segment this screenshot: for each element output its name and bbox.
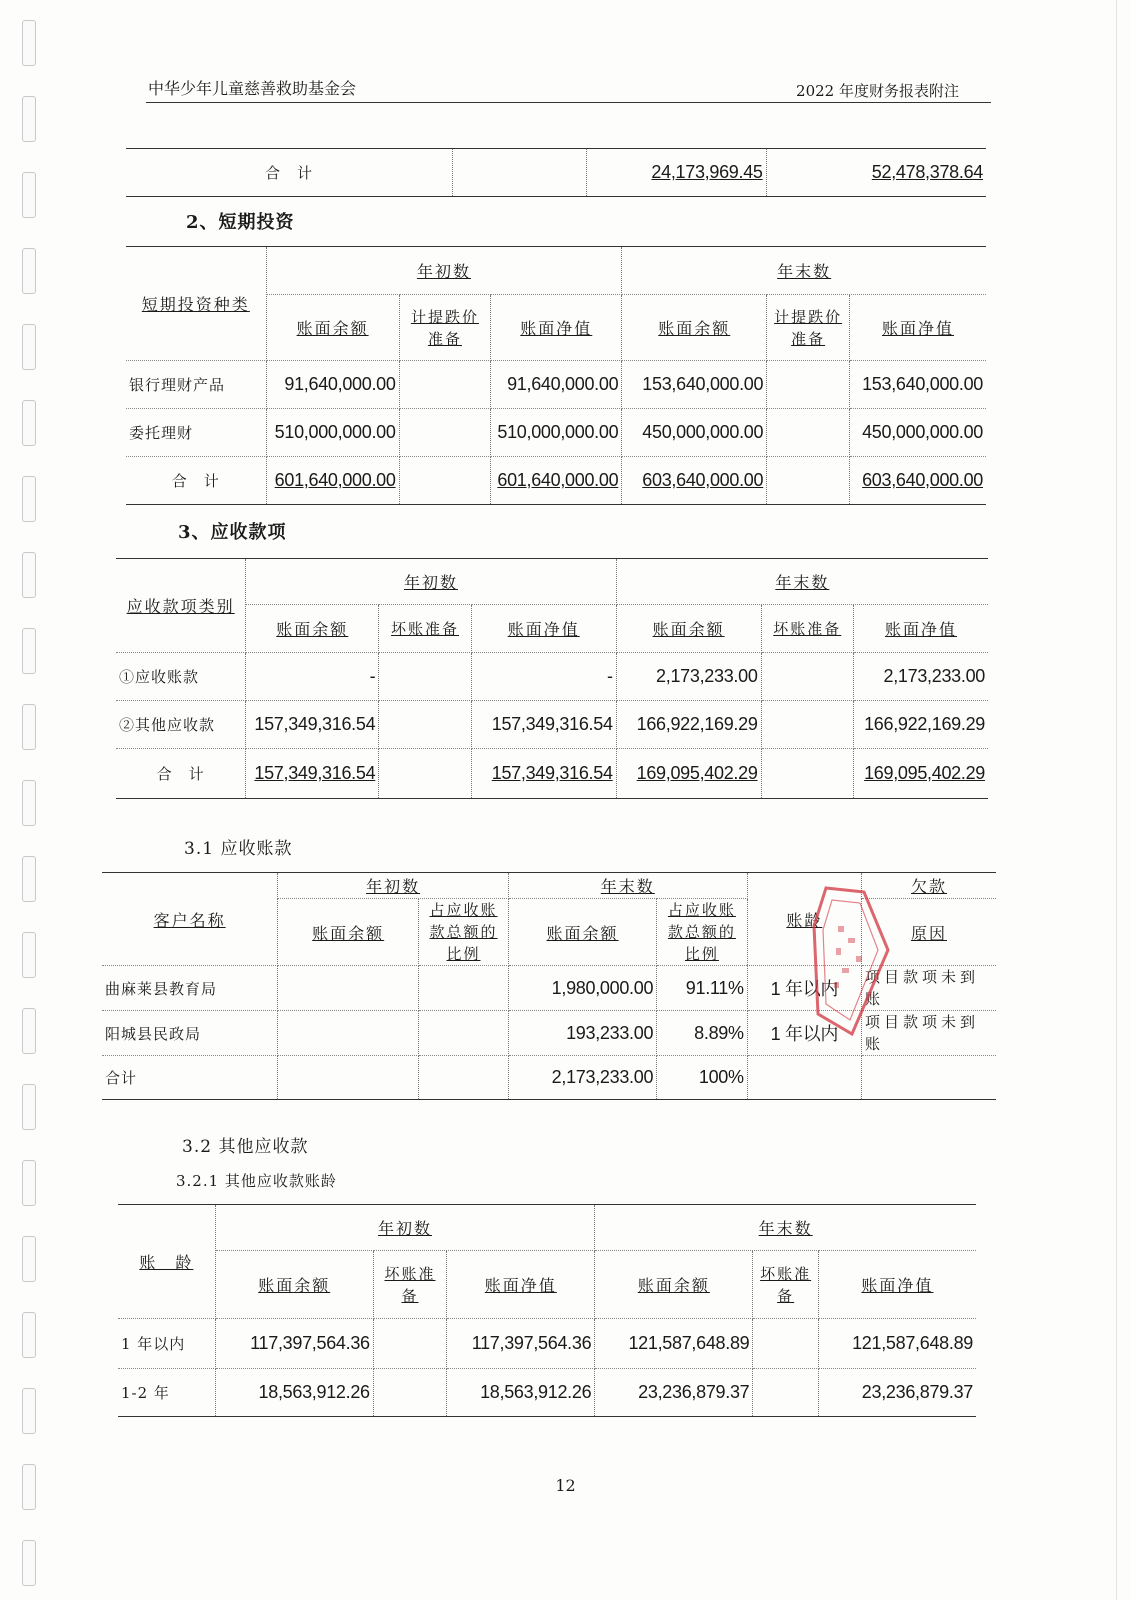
col-reserve: 计提跌价准备 (774, 307, 843, 348)
cell-value (761, 653, 854, 701)
binding-holes (18, 12, 40, 1592)
cell-value: 2,173,233.00 (616, 653, 761, 701)
col-investment-type: 短期投资种类 (141, 295, 250, 314)
col-net: 账面净值 (861, 1276, 934, 1295)
col-balance: 账面余额 (312, 923, 385, 943)
col-net: 账面净值 (881, 319, 954, 338)
header-report-title: 2022 年度财务报表附注 (796, 82, 959, 100)
cell-value: 121,587,648.89 (595, 1319, 753, 1369)
cell-value: 601,640,000.00 (274, 470, 396, 490)
section-short-term-investment-title: 2、短期投资 (186, 212, 295, 233)
table-row (126, 409, 986, 457)
row-name: 1-2 年 (118, 1369, 215, 1417)
col-balance: 账面余额 (296, 319, 369, 338)
cell-value: 18,563,912.26 (447, 1369, 595, 1417)
table-row (102, 1011, 996, 1056)
cell-reason (861, 1056, 996, 1100)
table-row (126, 361, 986, 409)
row-name: 合 计 (116, 749, 246, 799)
group-end: 年末数 (600, 877, 655, 896)
cell-value: 18,563,912.26 (215, 1369, 373, 1417)
cell-value: 1,980,000.00 (508, 966, 656, 1011)
table-row (116, 749, 988, 799)
table-row (126, 457, 986, 505)
cell-value: 91.11% (657, 966, 748, 1011)
header-org: 中华少年儿童慈善救助基金会 (148, 79, 357, 98)
group-begin: 年初数 (416, 262, 471, 281)
cell-value: 169,095,402.29 (864, 763, 985, 783)
total-end-value: 52,478,378.64 (871, 162, 983, 182)
table-row (102, 1056, 996, 1100)
short-term-investment-table (126, 246, 986, 505)
receivables-table (116, 558, 988, 799)
cell-value: 23,236,879.37 (818, 1369, 976, 1417)
cell-value: 153,640,000.00 (849, 361, 986, 409)
col-reason: 原因 (910, 923, 947, 943)
row-name: ①应收账款 (116, 653, 246, 701)
col-net: 账面净值 (507, 620, 580, 639)
cell-value: 157,349,316.54 (491, 763, 613, 783)
table-row (102, 966, 996, 1011)
cell-value (278, 1056, 419, 1100)
cell-value (379, 653, 472, 701)
cell-value (278, 966, 419, 1011)
cell-value: 450,000,000.00 (622, 409, 767, 457)
row-name: 合计 (102, 1056, 278, 1100)
cell-value (767, 457, 850, 505)
cell-value: 193,233.00 (508, 1011, 656, 1056)
col-bad-debt: 坏账准备 (760, 1264, 812, 1305)
col-age: 账龄 (786, 910, 823, 930)
cell-age: 1 年以内 (747, 1011, 861, 1056)
cell-value (399, 409, 491, 457)
col-age: 账 龄 (139, 1253, 194, 1272)
row-name: 合 计 (126, 457, 266, 505)
group-end: 年末数 (777, 262, 832, 281)
col-percent: 占应收账款总额的比例 (667, 901, 736, 963)
cell-value (419, 1011, 509, 1056)
section-other-receivables-age-title: 3.2.1 其他应收款账龄 (176, 1172, 337, 1190)
col-balance: 账面余额 (637, 1276, 710, 1295)
col-customer: 客户名称 (153, 910, 226, 930)
header-rule (146, 102, 991, 103)
cell-value: 2,173,233.00 (854, 653, 988, 701)
row-name: 1 年以内 (118, 1319, 215, 1369)
cell-reason: 项目款项未到账 (861, 966, 996, 1011)
cell-value: 157,349,316.54 (254, 763, 376, 783)
cell-value (753, 1369, 818, 1417)
cell-value: 121,587,648.89 (818, 1319, 976, 1369)
col-bad-debt: 坏账准备 (391, 619, 460, 638)
table-row (116, 701, 988, 749)
total-begin-value: 24,173,969.45 (651, 162, 763, 182)
cell-value (399, 457, 491, 505)
other-receivables-age-table (118, 1204, 976, 1417)
cell-value: 601,640,000.00 (497, 470, 619, 490)
cell-value: 603,640,000.00 (642, 470, 764, 490)
col-balance: 账面余额 (276, 620, 349, 639)
row-name: 委托理财 (126, 409, 266, 457)
group-end: 年末数 (775, 573, 830, 592)
col-percent: 占应收账款总额的比例 (429, 901, 498, 963)
cell-value (278, 1011, 419, 1056)
col-owe: 欠款 (910, 877, 947, 896)
cell-value (379, 701, 472, 749)
cell-value: 510,000,000.00 (491, 409, 622, 457)
cell-value: 91,640,000.00 (266, 361, 399, 409)
cell-value (419, 1056, 509, 1100)
table-row (118, 1369, 976, 1417)
cell-value: 510,000,000.00 (266, 409, 399, 457)
row-name: 曲麻莱县教育局 (102, 966, 278, 1011)
cell-value (767, 409, 850, 457)
page-edge (1116, 0, 1117, 1600)
cell-reason: 项目款项未到账 (861, 1011, 996, 1056)
cell-value: 157,349,316.54 (471, 701, 616, 749)
col-balance: 账面余额 (658, 319, 731, 338)
group-begin: 年初数 (366, 877, 421, 896)
col-bad-debt: 坏账准备 (773, 619, 842, 638)
cell-value (419, 966, 509, 1011)
section-accounts-receivable-title: 3.1 应收账款 (184, 839, 293, 859)
col-reserve: 计提跌价准备 (410, 307, 479, 348)
row-name: 银行理财产品 (126, 361, 266, 409)
cell-value: 23,236,879.37 (595, 1369, 753, 1417)
top-total-table (126, 148, 986, 197)
col-net: 账面净值 (520, 319, 593, 338)
cell-value: 157,349,316.54 (246, 701, 379, 749)
cell-value (379, 749, 472, 799)
table-row (118, 1319, 976, 1369)
col-balance: 账面余额 (652, 620, 725, 639)
cell-value: 450,000,000.00 (849, 409, 986, 457)
col-bad-debt: 坏账准备 (384, 1264, 436, 1305)
group-begin: 年初数 (377, 1219, 432, 1238)
cell-age (747, 1056, 861, 1100)
cell-value (767, 361, 850, 409)
cell-value: 8.89% (657, 1011, 748, 1056)
cell-value: 153,640,000.00 (622, 361, 767, 409)
cell-value: - (471, 653, 616, 701)
page-number: 12 (555, 1476, 576, 1495)
cell-value (753, 1319, 818, 1369)
section-receivables-title: 3、应收款项 (178, 522, 287, 543)
cell-value: 117,397,564.36 (215, 1319, 373, 1369)
cell-value (373, 1369, 447, 1417)
cell-value: 2,173,233.00 (508, 1056, 656, 1100)
col-net: 账面净值 (885, 620, 958, 639)
col-receivable-type: 应收款项类别 (126, 597, 235, 616)
cell-value (399, 361, 491, 409)
cell-value: 91,640,000.00 (491, 361, 622, 409)
row-name: 阳城县民政局 (102, 1011, 278, 1056)
section-other-receivables-title: 3.2 其他应收款 (182, 1137, 309, 1157)
col-net: 账面净值 (484, 1276, 557, 1295)
cell-value: 117,397,564.36 (447, 1319, 595, 1369)
cell-value: 169,095,402.29 (636, 763, 758, 783)
cell-value (761, 749, 854, 799)
row-name: ②其他应收款 (116, 701, 246, 749)
cell-value (761, 701, 854, 749)
group-begin: 年初数 (403, 573, 458, 592)
col-balance: 账面余额 (258, 1276, 331, 1295)
cell-value: - (246, 653, 379, 701)
cell-value: 100% (657, 1056, 748, 1100)
total-label: 合 计 (126, 149, 452, 197)
cell-age: 1 年以内 (747, 966, 861, 1011)
table-row (116, 653, 988, 701)
cell-value: 603,640,000.00 (862, 470, 983, 490)
cell-value (373, 1319, 447, 1369)
group-end: 年末数 (758, 1219, 813, 1238)
cell-value: 166,922,169.29 (616, 701, 761, 749)
col-balance: 账面余额 (546, 923, 619, 943)
accounts-receivable-table (102, 872, 996, 1100)
cell-value: 166,922,169.29 (854, 701, 988, 749)
